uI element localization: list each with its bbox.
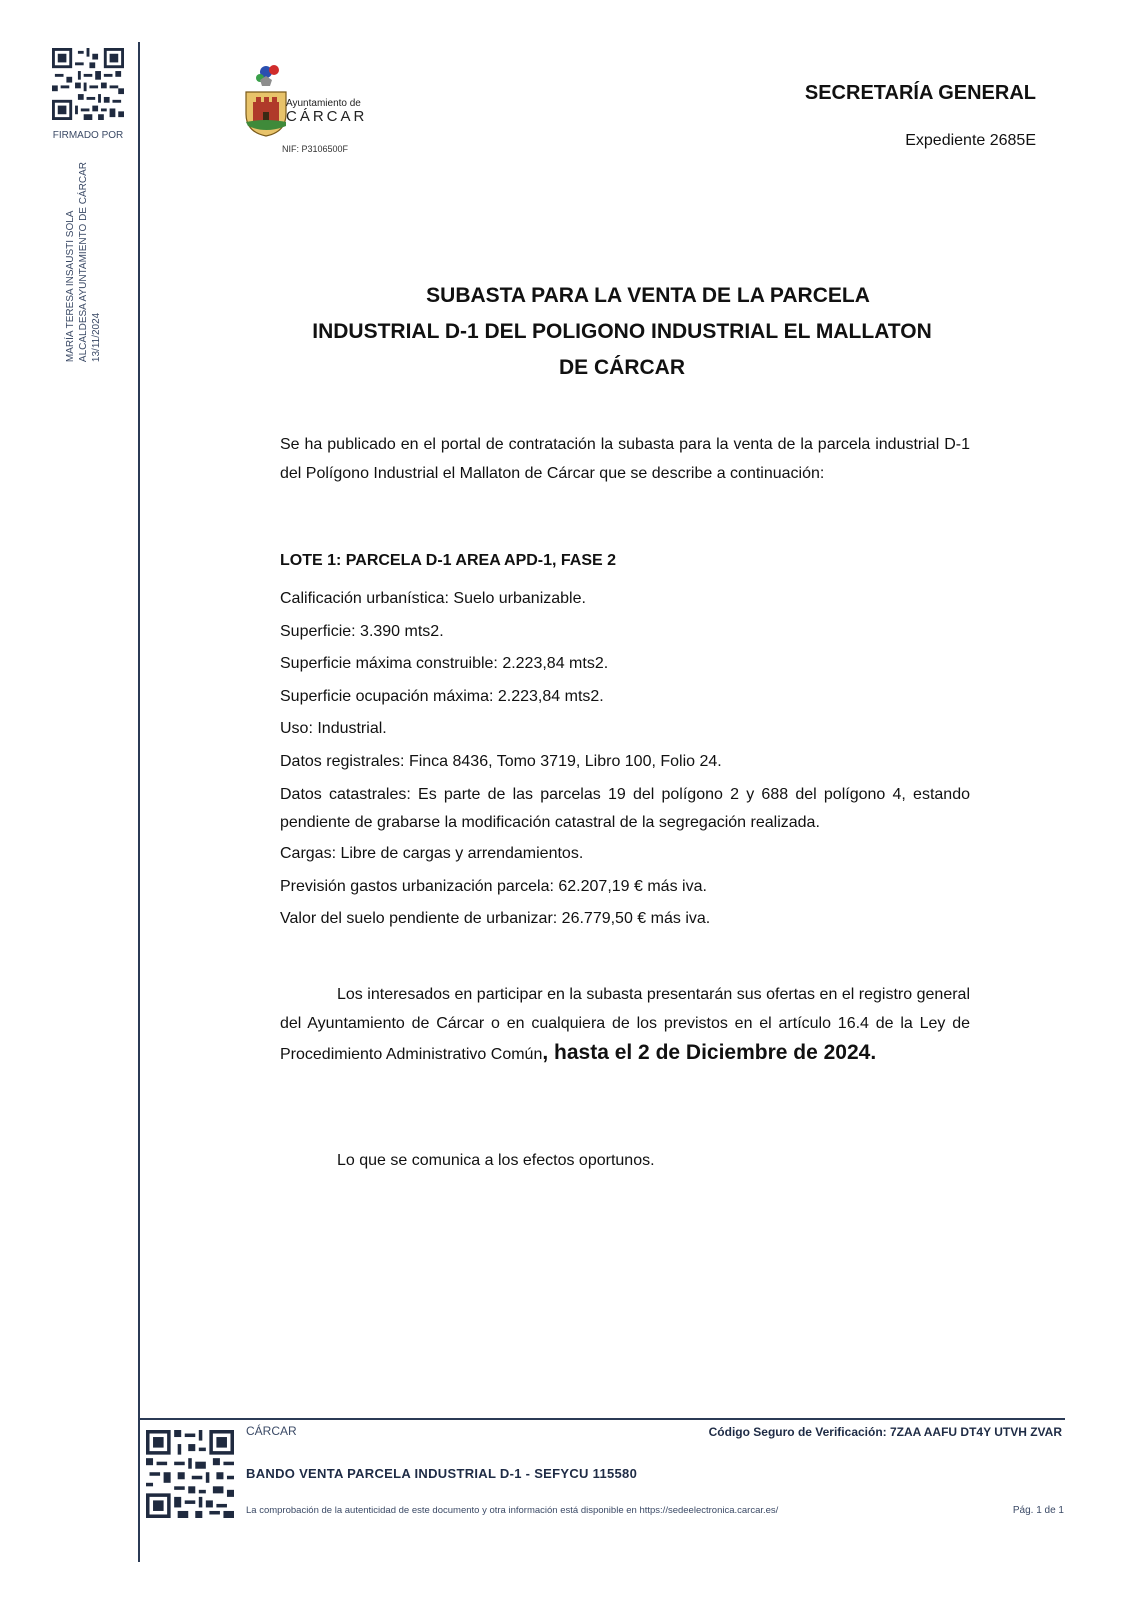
footer-municipality: CÁRCAR: [246, 1424, 297, 1438]
document-title: [250, 278, 994, 386]
signature-block: [64, 152, 116, 362]
participation-text: Los interesados en participar en la subasta presentarán sus ofertas en el registro general del Ayuntamiento de Cárcar o en cualquiera de los previstos en el artículo 16.4 de la Ley de Procedimiento Administrativo Común: [280, 986, 970, 1063]
lot-detail-registry: Datos registrales: Finca 8436, Tomo 3719, Libro 100, Folio 24.: [280, 752, 722, 770]
closing-line: Lo que se comunica a los efectos oportunos.: [337, 1152, 655, 1169]
lot-detail-max-occupation: Superficie ocupación máxima: 2.223,84 mts2.: [280, 687, 604, 705]
verification-note: La comprobación de la autenticidad de este documento y otra información está disponible en https://sedeelectronica.carcar.es/: [246, 1505, 779, 1516]
title-line-3: DE CÁRCAR: [559, 356, 685, 379]
lot-heading: LOTE 1: PARCELA D-1 AREA APD-1, FASE 2: [280, 552, 617, 569]
lot-detail-use: Uso: Industrial.: [280, 720, 387, 737]
lot-detail-zoning: Calificación urbanística: Suelo urbanizable.: [280, 590, 586, 607]
signer-name: MARÍA TERESA INSAUSTI SOLA: [65, 210, 76, 362]
logo-caption: Ayuntamiento de: [286, 98, 361, 109]
intro-paragraph: Se ha publicado en el portal de contratación la subasta para la venta de la parcela industrial D-1 del Polígono Industrial el Mallaton de Cárcar que se describe a continuación:: [280, 436, 970, 482]
participation-paragraph: [280, 980, 970, 1069]
footer-divider: [138, 1418, 1065, 1420]
lot-detail-area: Superficie: 3.390 mts2.: [280, 622, 444, 640]
title-line-1: SUBASTA PARA LA VENTA DE LA PARCELA: [426, 284, 870, 307]
lot-details-list: [280, 586, 970, 939]
signer-role: ALCALDESA AYUNTAMIENTO DE CÁRCAR: [78, 161, 89, 362]
lot-detail-urbanization-costs: Previsión gastos urbanización parcela: 62.207,19 € más iva.: [280, 877, 707, 895]
deadline-text: , hasta el 2 de Diciembre de 2024.: [542, 1041, 877, 1064]
lot-detail-cadastral: Datos catastrales: Es parte de las parcelas 19 del polígono 2 y 688 del polígono 4, estando pendiente de grabarse la modificación catastral de la segregación realizada.: [280, 786, 970, 831]
case-file-number: Expediente 2685E: [905, 132, 1036, 149]
lot-detail-max-buildable: Superficie máxima construible: 2.223,84 mts2.: [280, 655, 609, 672]
lot-detail-land-value: Valor del suelo pendiente de urbanizar: 26.779,50 € más iva.: [280, 910, 711, 927]
verification-code: Código Seguro de Verificación: 7ZAA AAFU DT4Y UTVH ZVAR: [708, 1425, 1062, 1439]
footer-document-name: BANDO VENTA PARCELA INDUSTRIAL D-1 - SEFYCU 115580: [246, 1466, 638, 1481]
signature-qr-code-icon: [52, 48, 124, 120]
signed-by-label: FIRMADO POR: [52, 130, 124, 141]
signature-date: 13/11/2024: [91, 312, 102, 362]
lot-detail-charges: Cargas: Libre de cargas y arrendamientos.: [280, 845, 584, 862]
department-heading: SECRETARÍA GENERAL: [804, 82, 1036, 104]
nif-number: NIF: P3106500F: [282, 144, 349, 154]
page-number: Pág. 1 de 1: [1012, 1505, 1064, 1516]
verification-qr-code-icon: [146, 1430, 234, 1518]
left-margin-divider: [138, 42, 140, 1562]
title-line-2: INDUSTRIAL D-1 DEL POLIGONO INDUSTRIAL EL MALLATON: [312, 320, 932, 343]
signature-vertical-text: [64, 162, 103, 362]
logo-town-name: CÁRCAR: [286, 108, 368, 125]
